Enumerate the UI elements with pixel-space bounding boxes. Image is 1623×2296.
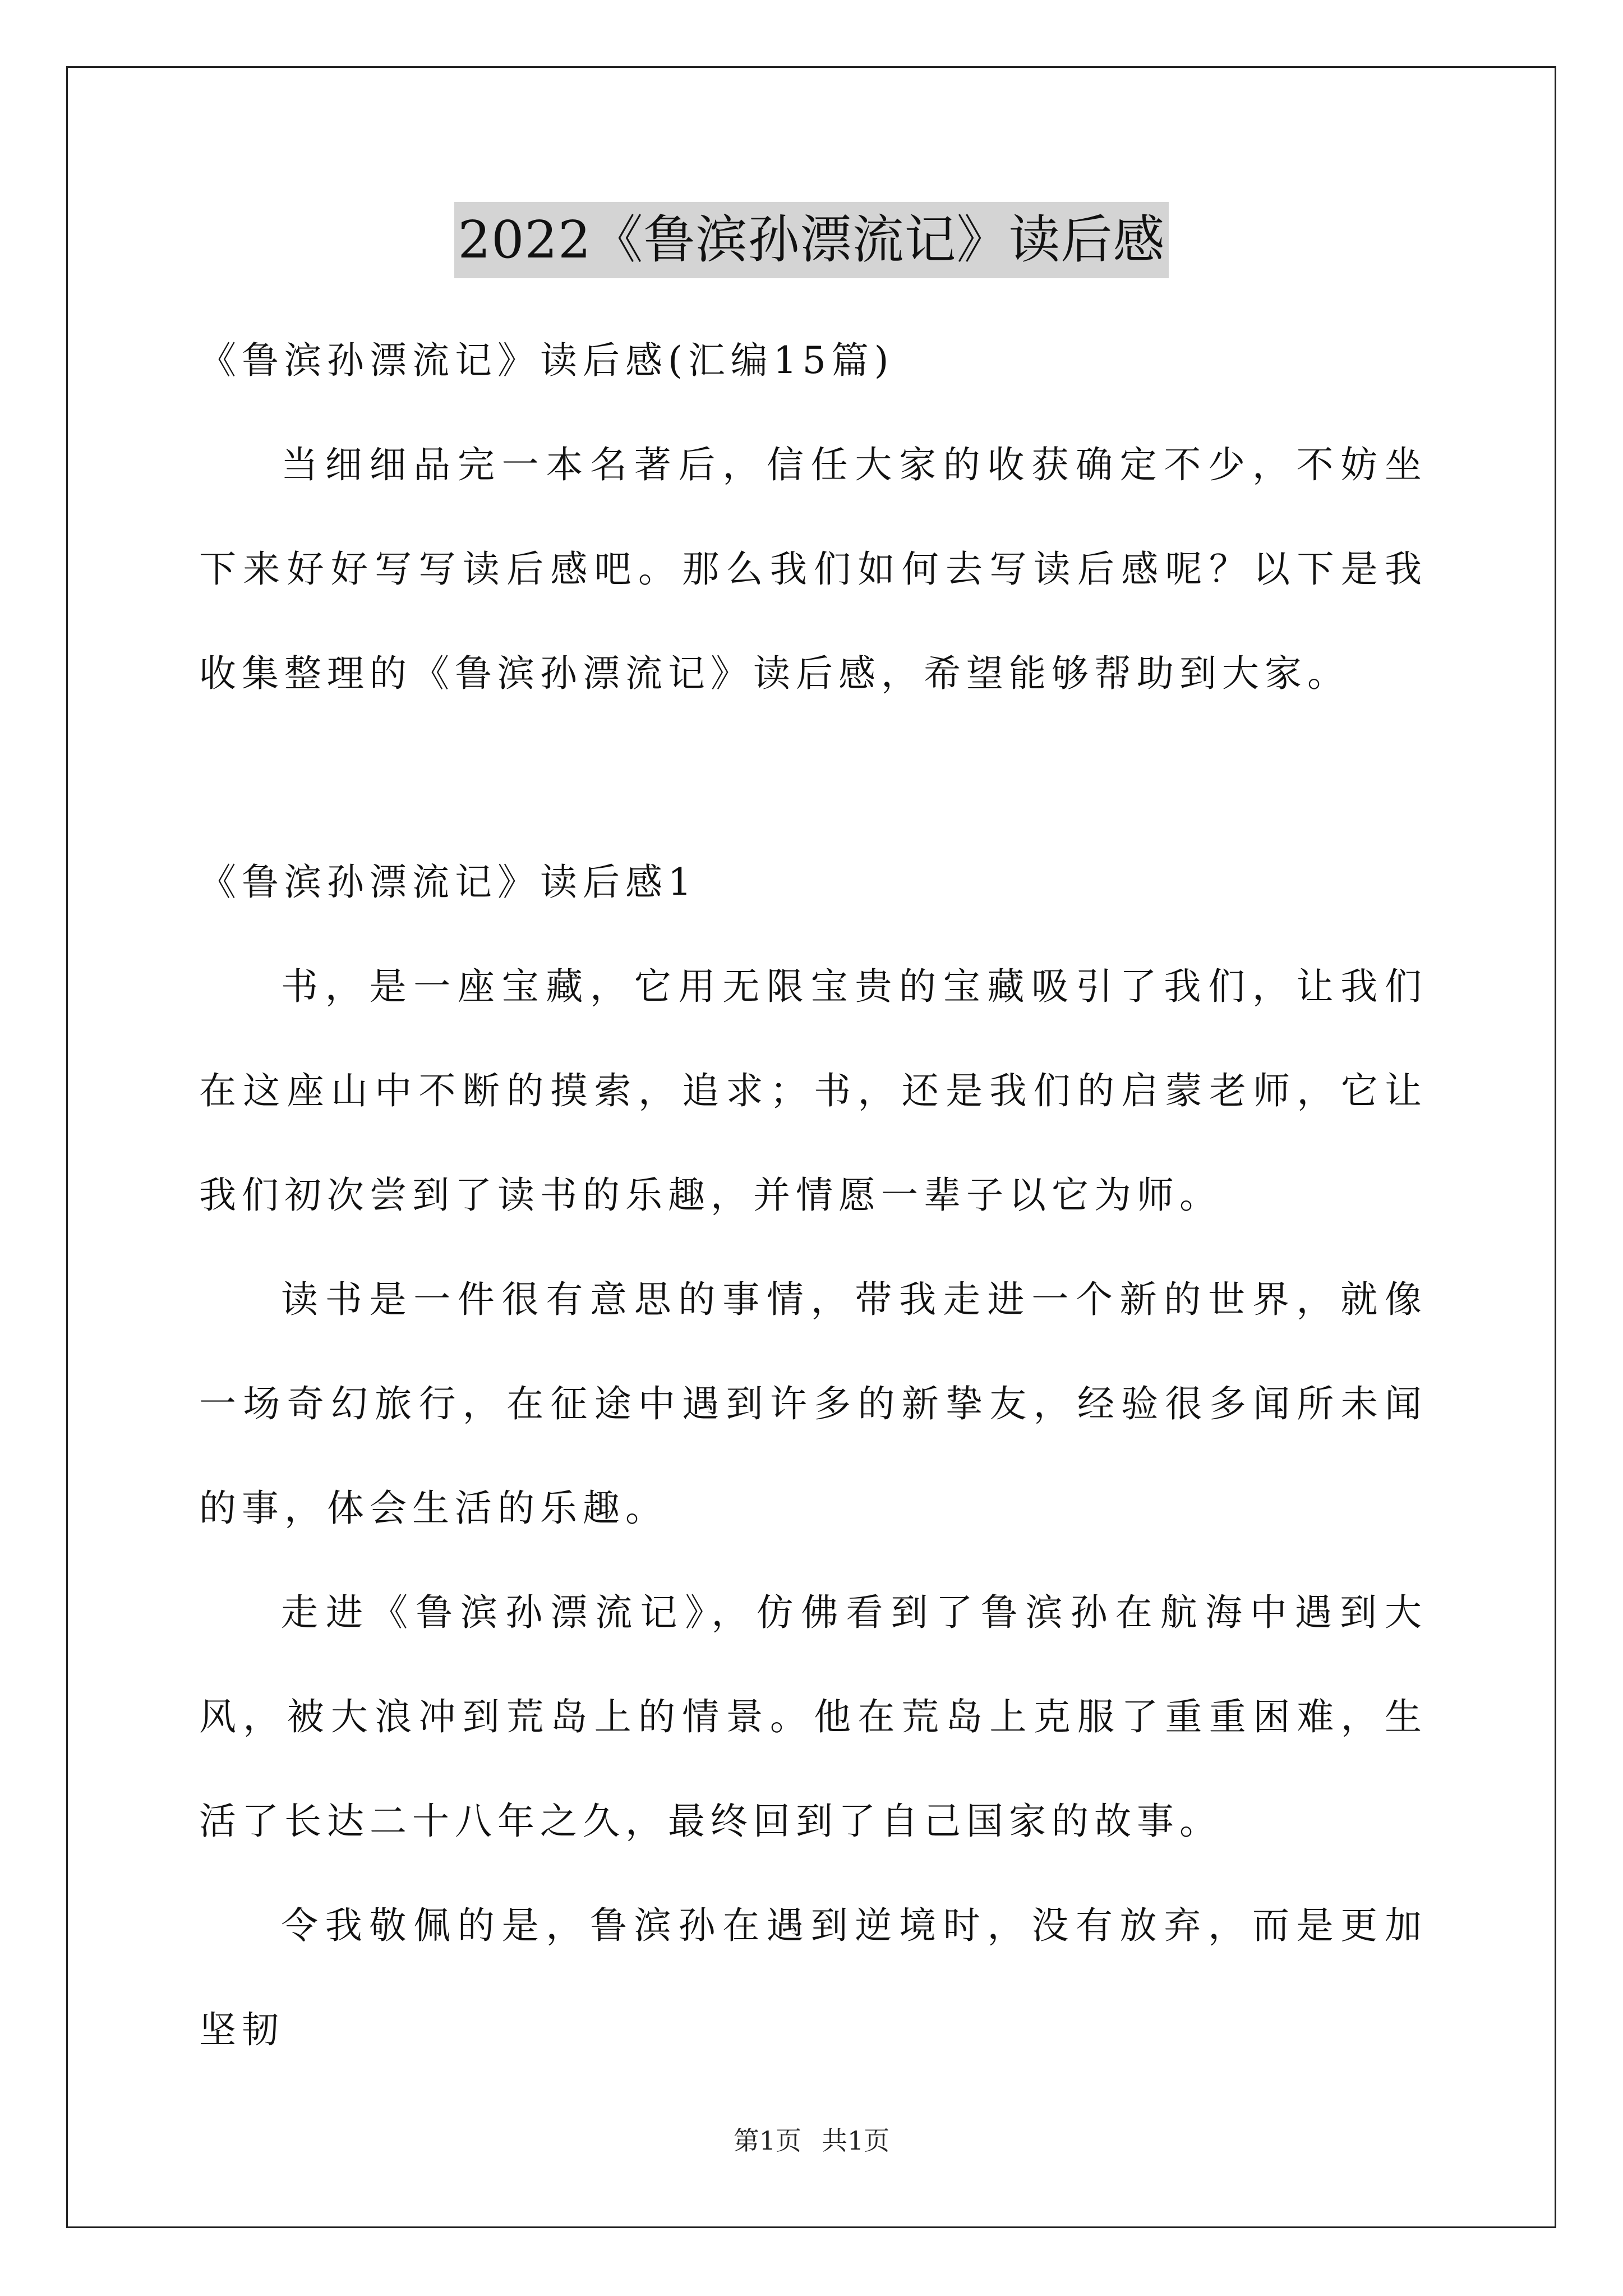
body-paragraph: 走进《鲁滨孙漂流记》，仿佛看到了鲁滨孙在航海中遇到大风，被大浪冲到荒岛上的情景。他在荒岛上克服了重重困难，生活了长达二十八年之久，最终回到了自己国家的故事。 (199, 1591, 1427, 1843)
intro-paragraph: 当细细品完一本名著后，信任大家的收获确定不少，不妨坐下来好好写写读后感吧。那么我们如何去写读后感呢？以下是我收集整理的《鲁滨孙漂流记》读后感，希望能够帮助到大家。 (199, 443, 1427, 695)
subtitle: 《鲁滨孙漂流记》读后感(汇编15篇) (199, 339, 895, 382)
body-paragraph: 读书是一件很有意思的事情，带我走进一个新的世界，就像一场奇幻旅行，在征途中遇到许多的新挚友，经验很多闻所未闻的事，体会生活的乐趣。 (199, 1278, 1427, 1530)
document-title: 2022《鲁滨孙漂流记》读后感 (454, 202, 1168, 278)
body-paragraph: 令我敬佩的是，鲁滨孙在遇到逆境时，没有放弃，而是更加坚韧 (199, 1904, 1427, 2051)
blank-line (199, 726, 1427, 830)
document-body (199, 309, 1427, 2082)
body-paragraph: 书，是一座宝藏，它用无限宝贵的宝藏吸引了我们，让我们在这座山中不断的摸索，追求；书，还是我们的启蒙老师，它让我们初次尝到了读书的乐趣，并情愿一辈子以它为师。 (199, 965, 1427, 1217)
section-heading: 《鲁滨孙漂流记》读后感1 (199, 861, 697, 904)
page-number: 第1页 (733, 2125, 801, 2156)
page-total: 共1页 (822, 2125, 890, 2156)
page-footer (0, 2124, 1623, 2157)
title-container (0, 202, 1623, 278)
